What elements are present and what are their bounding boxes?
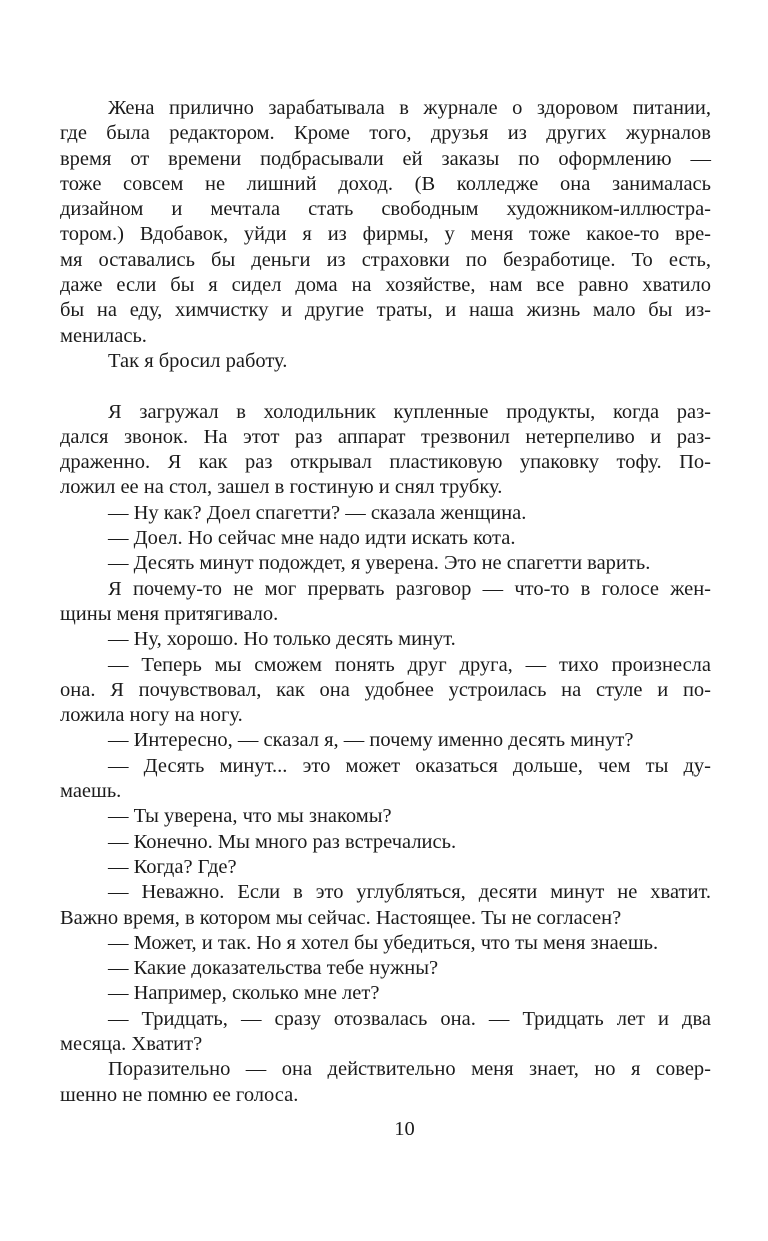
- text-line: шенно не помню ее голоса.: [60, 1083, 299, 1106]
- text-line: — Теперь мы сможем понять друг друга, — тихо произнесла: [108, 653, 711, 676]
- text-line: дался звонок. На этот раз аппарат трезвонил нетерпеливо и раз-: [60, 425, 711, 448]
- text-line: тором.) Вдобавок, уйди я из фирмы, у меня тоже какое-то вре-: [60, 223, 711, 246]
- page-number: 10: [394, 1118, 415, 1140]
- text-line: где была редактором. Кроме того, друзья из других журналов: [60, 122, 711, 145]
- text-line: — Десять минут... это может оказаться дольше, чем ты ду-: [108, 754, 711, 777]
- text-line: Я почему-то не мог прервать разговор — что-то в голосе жен-: [108, 577, 711, 600]
- text-line: она. Я почувствовал, как она удобнее устроилась на стуле и по-: [60, 678, 711, 701]
- text-line: — Доел. Но сейчас мне надо идти искать кота.: [108, 527, 516, 550]
- text-line: Я загружал в холодильник купленные продукты, когда раз-: [108, 400, 711, 423]
- text-line: мя оставались бы деньги из страховки по безработице. То есть,: [60, 248, 711, 271]
- text-line: Поразительно — она действительно меня знает, но я совер-: [108, 1058, 711, 1081]
- text-line: — Какие доказательства тебе нужны?: [108, 957, 439, 980]
- text-line: Жена прилично зарабатывала в журнале о здоровом питании,: [108, 97, 711, 119]
- text-line: драженно. Я как раз открывал пластиковую упаковку тофу. По-: [60, 451, 711, 474]
- text-line: щины меня притягивало.: [60, 602, 279, 625]
- text-line: месяца. Хватит?: [60, 1032, 203, 1055]
- text-line: Важно время, в котором мы сейчас. Настоящее. Ты не согласен?: [60, 906, 622, 929]
- text-line: маешь.: [60, 780, 122, 803]
- text-line: — Ты уверена, что мы знакомы?: [108, 805, 392, 828]
- text-line: Так я бросил работу.: [108, 349, 288, 372]
- text-line: время от времени подбрасывали ей заказы по оформлению —: [60, 147, 711, 170]
- text-line: — Десять минут подождет, я уверена. Это не спагетти варить.: [108, 552, 651, 575]
- text-block: [60, 96, 711, 1108]
- text-line: бы на еду, химчистку и другие траты, и наша жизнь мало бы из-: [60, 299, 711, 322]
- text-line: — Может, и так. Но я хотел бы убедиться, что ты меня знаешь.: [108, 931, 659, 954]
- text-line: — Ну как? Доел спагетти? — сказала женщина.: [108, 501, 527, 524]
- text-line: тоже совсем не лишний доход. (В колледже она занималась: [60, 172, 711, 195]
- text-line: менилась.: [60, 324, 147, 347]
- text-line: — Например, сколько мне лет?: [108, 982, 380, 1005]
- text-line: даже если бы я сидел дома на хозяйстве, нам все равно хватило: [60, 274, 711, 297]
- text-line: — Ну, хорошо. Но только десять минут.: [108, 628, 456, 651]
- text-line: ложила ногу на ногу.: [60, 704, 243, 727]
- text-line: ложил ее на стол, зашел в гостиную и снял трубку.: [60, 476, 503, 499]
- text-line: дизайном и мечтала стать свободным художником-иллюстра-: [60, 198, 711, 221]
- text-line: — Неважно. Если в это углубляться, десяти минут не хватит.: [108, 881, 711, 904]
- text-line: — Тридцать, — сразу отозвалась она. — Тридцать лет и два: [108, 1007, 711, 1030]
- text-line: — Когда? Где?: [108, 855, 237, 878]
- text-line: — Конечно. Мы много раз встречались.: [108, 830, 457, 853]
- text-line: — Интересно, — сказал я, — почему именно десять минут?: [108, 729, 634, 752]
- section-break: [60, 374, 711, 399]
